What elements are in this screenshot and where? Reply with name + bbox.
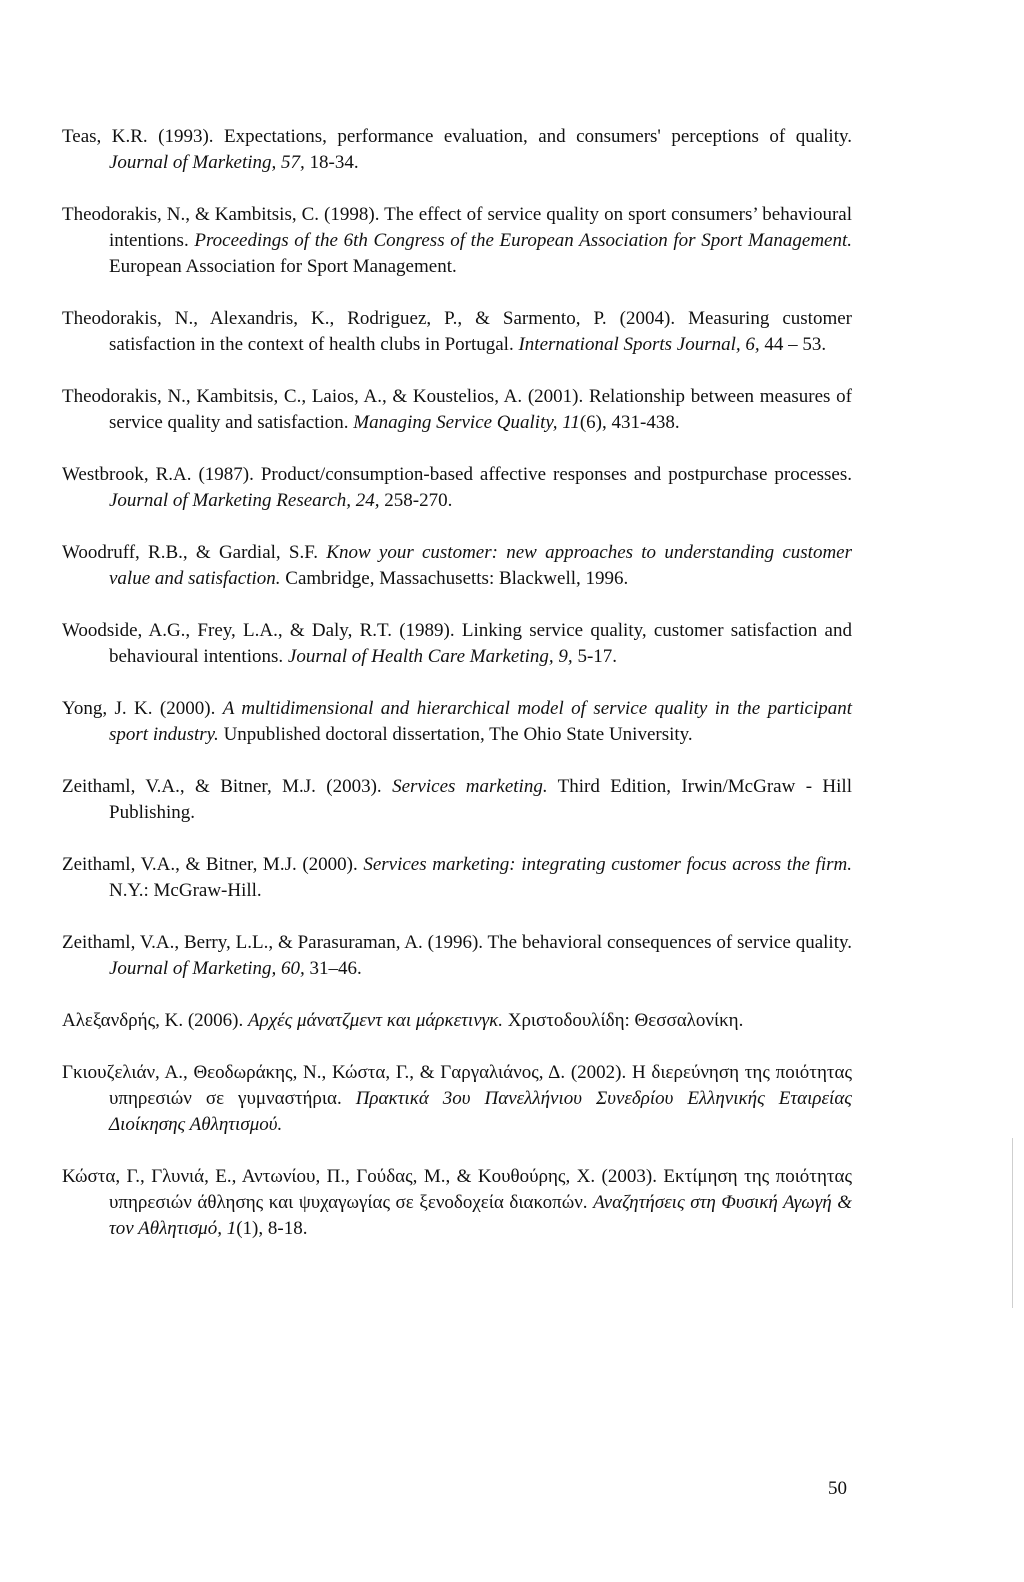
journal-title: Managing Service Quality, 11	[353, 412, 580, 433]
book-title: Know your customer: new approaches to understanding customer value and satisfaction.	[109, 542, 853, 589]
reference-item: Zeithaml, V.A., & Bitner, M.J. (2000). Services marketing: integrating customer focus across the firm. N.Y.: McGraw-Hill.	[62, 854, 852, 901]
journal-title: Journal of Marketing Research, 24,	[109, 490, 380, 511]
reference-item: Αλεξανδρής, Κ. (2006). Αρχές μάνατζμεντ και μάρκετινγκ. Χριστοδουλίδη: Θεσσαλονίκη.	[62, 1010, 744, 1031]
dissertation-title: A multidimensional and hierarchical model of service quality in the participant sport industry.	[109, 698, 853, 745]
reference-item: Woodside, A.G., Frey, L.A., & Daly, R.T. (1989). Linking service quality, customer satisfaction and behavioural intentions. Journal of Health Care Marketing, 9, 5-17.	[62, 620, 852, 667]
proceedings-title: Proceedings of the 6th Congress of the European Association for Sport Management.	[194, 230, 852, 251]
reference-item: Woodruff, R.B., & Gardial, S.F. Know your customer: new approaches to understanding customer value and satisfaction. Cambridge, Massachusetts: Blackwell, 1996.	[62, 542, 853, 589]
reference-item: Zeithaml, V.A., & Bitner, M.J. (2003). Services marketing. Third Edition, Irwin/McGraw - Hill Publishing.	[62, 776, 852, 823]
margin-rule	[1012, 1138, 1013, 1308]
book-title: Services marketing.	[392, 776, 548, 797]
journal-title: Journal of Marketing, 57,	[109, 152, 305, 173]
page-number: 50	[828, 1478, 847, 1499]
reference-item: Κώστα, Γ., Γλυνιά, Ε., Αντωνίου, Π., Γούδας, Μ., & Κουθούρης, Χ. (2003). Εκτίμηση της ποιότητας υπηρεσιών άθλησης και ψυχαγωγίας σε ξενοδοχεία διακοπών. Αναζητήσεις στη Φυσική Αγωγή & τον Αθλητισμό, 1(1), 8-18.	[62, 1166, 852, 1239]
journal-title: International Sports Journal, 6,	[518, 334, 760, 355]
book-title: Αρχές μάνατζμεντ και μάρκετινγκ.	[248, 1010, 503, 1031]
journal-title: Αναζητήσεις στη Φυσική Αγωγή & τον Αθλητισμό, 1	[109, 1192, 852, 1239]
reference-item: Theodorakis, N., Alexandris, K., Rodriguez, P., & Sarmento, P. (2004). Measuring customer satisfaction in the context of health clubs in Portugal. International Sports Journal, 6, 44 – 53.	[62, 308, 852, 355]
proceedings-title: Πρακτικά 3ου Πανελλήνιου Συνεδρίου Ελληνικής Εταιρείας Διοίκησης Αθλητισμού.	[109, 1088, 852, 1135]
reference-item: Zeithaml, V.A., Berry, L.L., & Parasuraman, A. (1996). The behavioral consequences of service quality. Journal of Marketing, 60, 31–46.	[62, 932, 852, 979]
reference-item: Westbrook, R.A. (1987). Product/consumption-based affective responses and postpurchase processes. Journal of Marketing Research, 24, 258-270.	[62, 464, 852, 511]
book-title: Services marketing: integrating customer focus across the firm.	[363, 854, 852, 875]
reference-item: Teas, K.R. (1993). Expectations, performance evaluation, and consumers' perceptions of quality. Journal of Marketing, 57, 18-34.	[62, 126, 852, 173]
reference-item: Yong, J. K. (2000). A multidimensional and hierarchical model of service quality in the participant sport industry. Unpublished doctoral dissertation, The Ohio State University.	[62, 698, 853, 745]
journal-title: Journal of Marketing, 60,	[109, 958, 305, 979]
reference-item: Theodorakis, N., & Kambitsis, C. (1998). The effect of service quality on sport consumers’ behavioural intentions. Proceedings of the 6th Congress of the European Association for Sport Management. European Association for Sport Management.	[62, 204, 852, 277]
reference-item: Γκιουζελιάν, Α., Θεοδωράκης, Ν., Κώστα, Γ., & Γαργαλιάνος, Δ. (2002). Η διερεύνηση της ποιότητας υπηρεσιών σε γυμναστήρια. Πρακτικά 3ου Πανελλήνιου Συνεδρίου Ελληνικής Εταιρείας Διοίκησης Αθλητισμού.	[62, 1062, 852, 1135]
reference-item: Theodorakis, N., Kambitsis, C., Laios, A., & Koustelios, A. (2001). Relationship between measures of service quality and satisfaction. Managing Service Quality, 11(6), 431-438.	[62, 386, 852, 433]
reference-list	[62, 124, 852, 1268]
journal-title: Journal of Health Care Marketing, 9,	[287, 646, 573, 667]
